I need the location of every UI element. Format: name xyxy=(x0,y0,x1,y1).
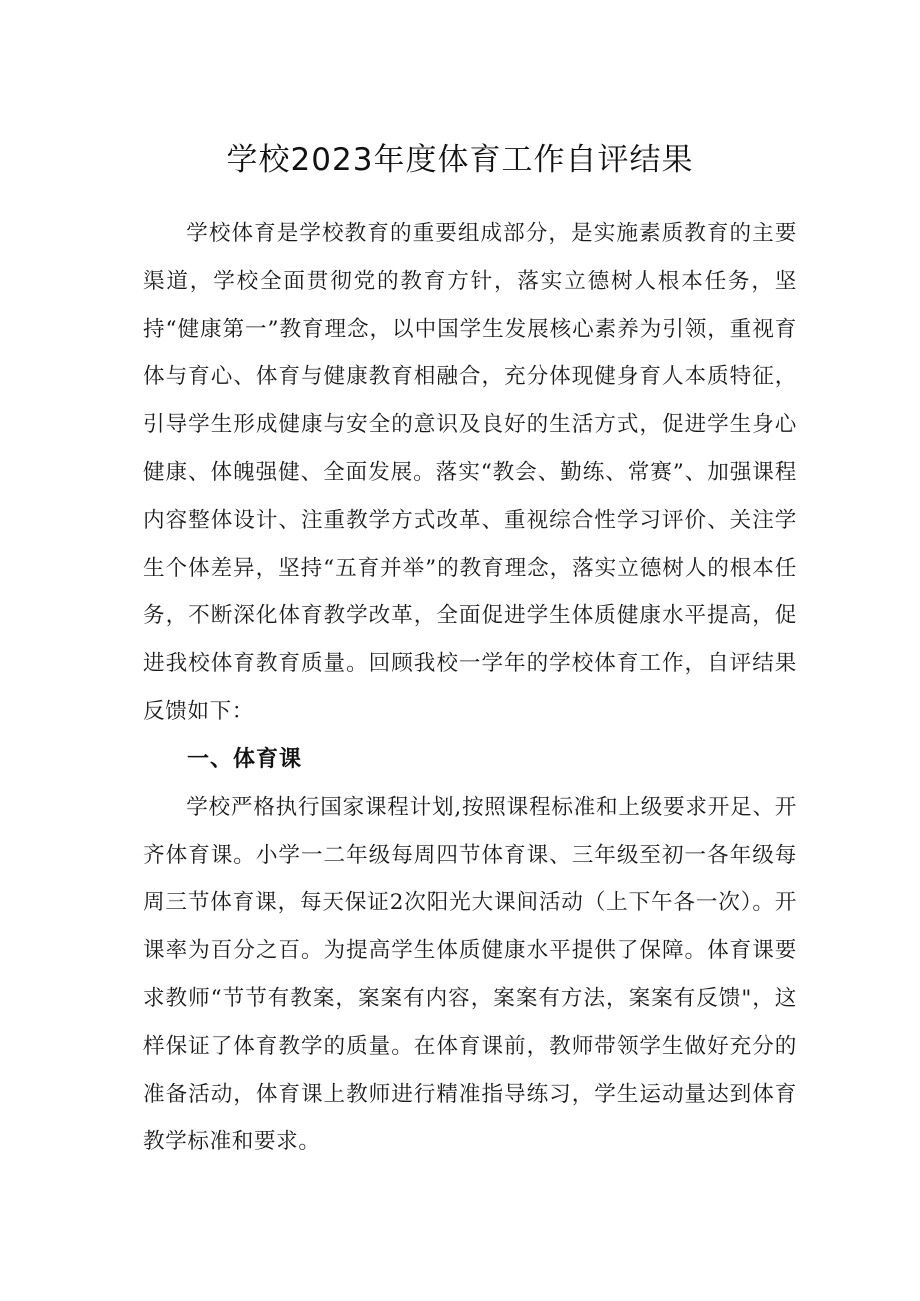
document-title: 学校2023年度体育工作自评结果 xyxy=(226,142,694,178)
section-heading-pe-class: 一、体育课 xyxy=(187,746,303,772)
section-paragraph-pe-class: 学校严格执行国家课程计划,按照课程标准和上级要求开足、开齐体育课。小学一二年级每周四节体育课、三年级至初一各年级每周三节体育课，每天保证2次阳光大课间活动（上下午各一次）。开课率为百分之百。为提高学生体质健康水平提供了保障。体育课要求教师“节节有教案，案案有内容，案案有方法，案案有反馈"，这样保证了体育教学的质量。在体育课前，教师带领学生做好充分的准备活动，体育课上教师进行精准指导练习，学生运动量达到体育教学标准和要求。 xyxy=(143,794,797,1155)
document-body xyxy=(143,210,797,1166)
intro-paragraph: 学校体育是学校教育的重要组成部分，是实施素质教育的主要渠道，学校全面贯彻党的教育方针，落实立德树人根本任务，坚持“健康第一”教育理念，以中国学生发展核心素养为引领，重视育体与育心、体育与健康教育相融合，充分体现健身育人本质特征，引导学生形成健康与安全的意识及良好的生活方式，促进学生身心健康、体魄强健、全面发展。落实“教会、勤练、常赛”、加强课程内容整体设计、注重教学方式改革、重视综合性学习评价、关注学生个体差异，坚持“五育并举”的教育理念，落实立德树人的根本任务，不断深化体育教学改革，全面促进学生体质健康水平提高，促进我校体育教育质量。回顾我校一学年的学校体育工作，自评结果反馈如下： xyxy=(143,221,797,724)
